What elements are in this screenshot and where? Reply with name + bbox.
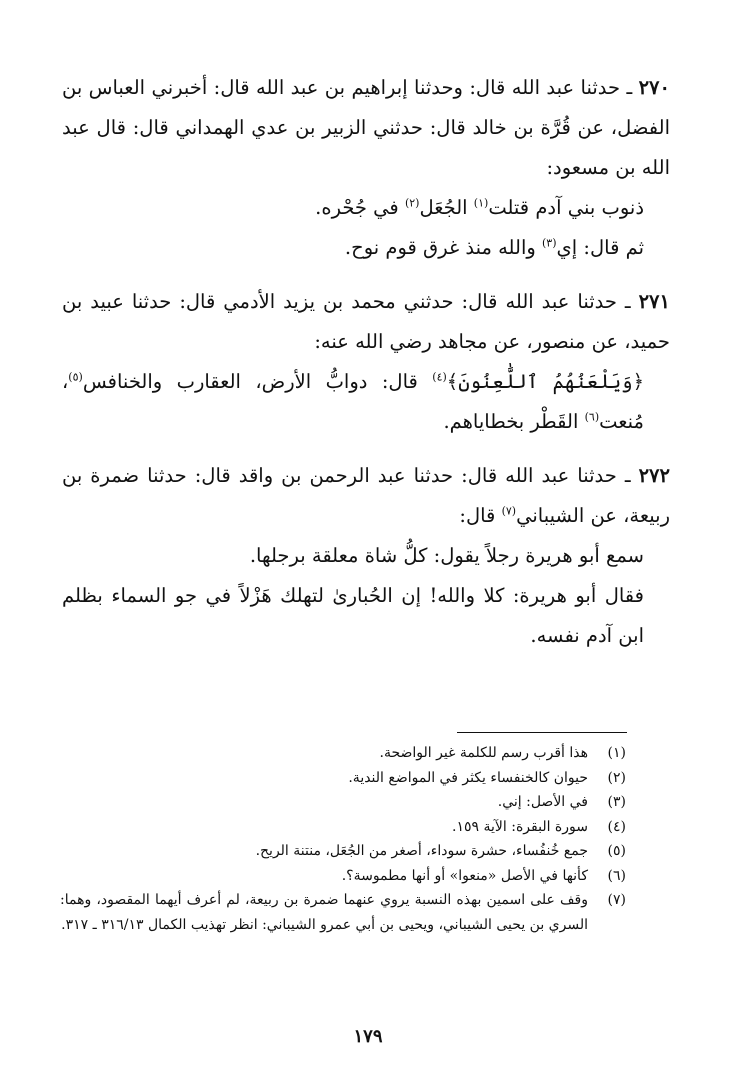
- text-segment: قال:: [459, 504, 502, 527]
- entry-272-line-2: فقال أبو هريرة: كلا والله! إن الحُبارىٰ لتهلك هَزْلاً في جو السماء بظلم ابن آدم نفسه.: [62, 584, 644, 647]
- footnote-item: [60, 741, 626, 766]
- footnote-item: [60, 888, 626, 937]
- footnote-item: [60, 815, 626, 840]
- footnote-item: [60, 766, 626, 791]
- footnote-number: (٣): [607, 794, 626, 810]
- footnote-number: (١): [607, 745, 626, 761]
- footnote-text: جمع خُنفُساء، حشرة سوداء، أصغر من الجُعَل، منتنة الريح.: [255, 843, 588, 859]
- entry-272-line-1: سمع أبو هريرة رجلاً يقول: كلُّ شاة معلقة برجلها.: [249, 544, 644, 567]
- footnote-item: [60, 864, 626, 889]
- footnote-number: (٦): [607, 867, 626, 884]
- main-text: [62, 68, 670, 656]
- footnote-ref[interactable]: (٤): [432, 370, 447, 384]
- footnote-text: وقف على اسمين بهذه النسبة يروي عنهما ضمرة بن ربيعة، لم أعرف أيهما المقصود، وهما: السري بن يحيى الشيباني، ويحيى بن أبي عمرو الشيباني: انظر تهذيب الكمال ٣١٦/١٣ ـ ٣١٧.: [60, 892, 588, 933]
- footnote-text: حيوان كالخنفساء يكثر في المواضع الندية.: [348, 769, 588, 786]
- footnote-ref[interactable]: (١): [473, 196, 489, 210]
- entry-271-isnad: [62, 282, 670, 362]
- text-segment: ذنوب بني آدم قتلت: [488, 196, 644, 219]
- quran-verse: ﴿وَيَلْعَنُهُمُ ٱللَّٰعِنُونَ﴾: [446, 370, 644, 393]
- text-segment: الجُعَل: [419, 196, 474, 219]
- footnote-item: [60, 790, 626, 815]
- footnote-number: (٧): [607, 892, 626, 908]
- footnote-text: كأنها في الأصل «منعوا» أو أنها مطموسة؟.: [341, 867, 588, 884]
- spacer: [62, 442, 670, 456]
- footnotes: [60, 741, 626, 937]
- text-segment: في جُحْره.: [315, 196, 405, 219]
- entry-271-matn: [62, 362, 670, 442]
- footnote-number: (٥): [607, 843, 626, 859]
- entry-270-line-2: [62, 228, 670, 268]
- footnote-item: [60, 839, 626, 864]
- entry-270-line-1: [62, 188, 670, 228]
- entry-number: ٢٧٢: [638, 464, 670, 487]
- footnote-ref[interactable]: (٢): [404, 196, 420, 210]
- footnote-separator: [457, 732, 627, 733]
- text-segment: والله منذ غرق قوم نوح.: [344, 236, 542, 259]
- isnad-text: ـ حدثنا عبد الله قال: وحدثنا إبراهيم بن عبد الله قال: أخبرني العباس بن الفضل، عن قُرَّة بن خالد قال: حدثني الزبير بن عدي الهمداني قال: قال عبد الله بن مسعود:: [62, 76, 670, 179]
- footnote-text: هذا أقرب رسم للكلمة غير الواضحة.: [379, 745, 588, 761]
- isnad-text: ـ حدثنا عبد الله قال: حدثنا عبد الرحمن بن واقد قال: حدثنا ضمرة بن ربيعة، عن الشيباني: [62, 464, 670, 527]
- page-number: ١٧٩: [353, 1026, 383, 1047]
- footnote-ref[interactable]: (٦): [584, 410, 600, 424]
- footnote-text: سورة البقرة: الآية ١٥٩.: [452, 818, 588, 835]
- spacer: [62, 268, 670, 282]
- footnote-number: (٤): [607, 818, 626, 835]
- isnad-text: ـ حدثنا عبد الله قال: حدثني محمد بن يزيد الأدمي قال: حدثنا عبيد بن حميد، عن منصور، عن مجاهد رضي الله عنه:: [62, 290, 670, 353]
- footnote-ref[interactable]: (٥): [68, 370, 83, 384]
- entry-number: ٢٧٠: [638, 76, 670, 99]
- text-segment: القَطْر بخطاياهم.: [443, 410, 585, 433]
- text-segment: ، مُنعت: [62, 370, 644, 433]
- entry-number: ٢٧١: [638, 290, 670, 313]
- entry-272-isnad: [62, 456, 670, 536]
- text-segment: قال: دوابُّ الأرض، العقارب والخنافس: [82, 370, 433, 393]
- footnote-text: في الأصل: إني.: [497, 794, 588, 810]
- footnote-number: (٢): [607, 769, 626, 786]
- entry-270-isnad: [62, 68, 670, 188]
- footnote-ref[interactable]: (٧): [501, 504, 517, 518]
- text-segment: ثم قال: إي: [556, 236, 644, 259]
- footnote-ref[interactable]: (٣): [542, 236, 557, 250]
